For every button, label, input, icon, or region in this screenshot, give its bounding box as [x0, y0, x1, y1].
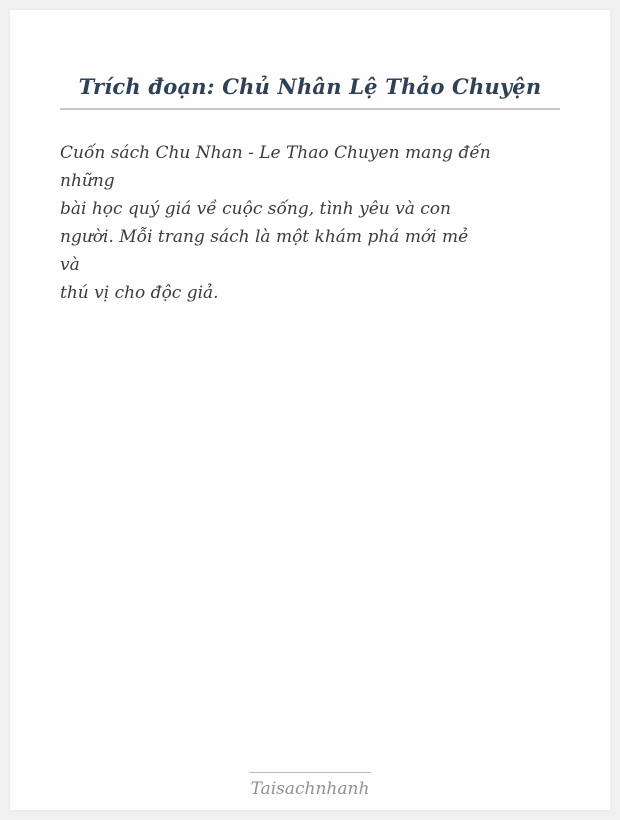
excerpt-line: Cuốn sách Chu Nhan - Le Thao Chuyen mang đến — [60, 143, 491, 163]
excerpt-paragraph — [60, 139, 560, 307]
excerpt-line: người. Mỗi trang sách là một khám phá mới mẻ — [60, 227, 469, 247]
excerpt-line: những — [60, 171, 115, 191]
excerpt-line: thú vị cho độc giả. — [60, 283, 219, 303]
footer-brand: Taisachnhanh — [250, 779, 370, 799]
footer-divider — [249, 772, 371, 773]
excerpt-line: bài học quý giá về cuộc sống, tình yêu và con — [60, 199, 451, 219]
title-divider — [60, 108, 560, 110]
excerpt-line: và — [60, 255, 80, 275]
document-page — [10, 10, 610, 810]
page-title: Trích đoạn: Chủ Nhân Lệ Thảo Chuyện — [78, 74, 542, 99]
